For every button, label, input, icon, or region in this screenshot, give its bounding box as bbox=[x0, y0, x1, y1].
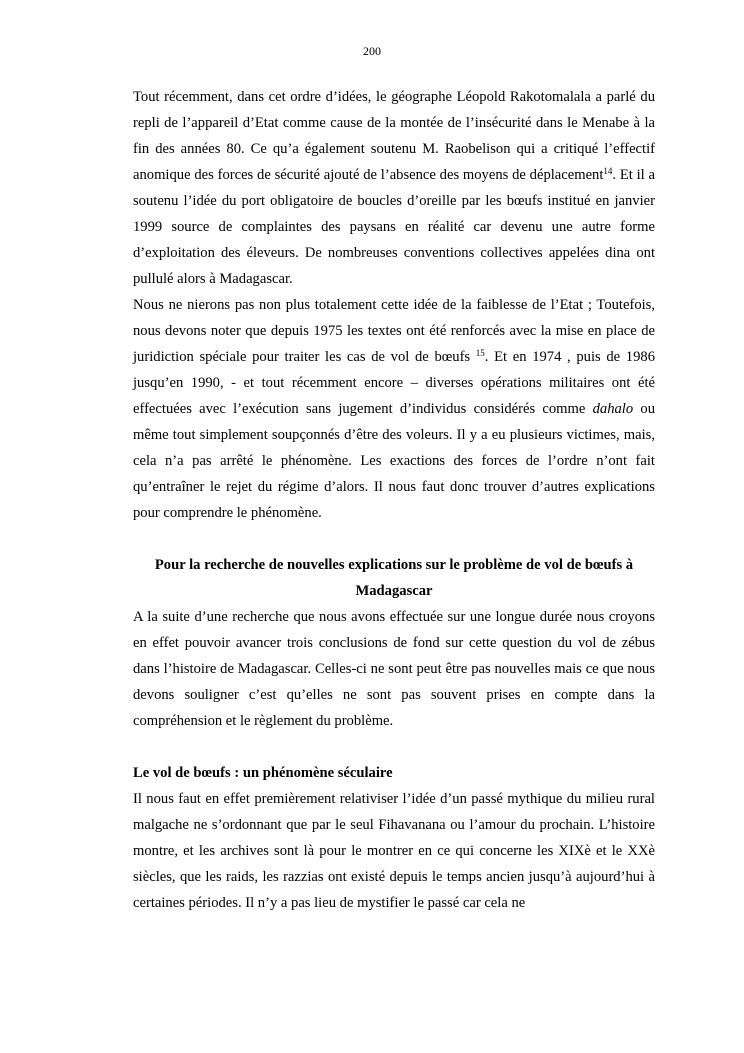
paragraph-text: Nous ne nierons pas non plus totalement cette idée de la faiblesse de l’Etat ; Toutefois, nous devons noter que depuis 1975 les textes ont été renforcés avec la mise en place de juridiction spéciale pour traiter les cas de vol de bœufs bbox=[133, 297, 655, 365]
section-heading: Pour la recherche de nouvelles explications sur le problème de vol de bœufs à Madagascar bbox=[154, 557, 634, 599]
page-number: 200 bbox=[363, 44, 381, 58]
paragraph-text: ou même tout simplement soupçonnés d’être des voleurs. Il y a eu plusieurs victimes, mais, cela n’a pas arrêté le phénomène. Les exactions des forces de l’ordre n’ont fait qu’entraîner le rejet du régime d’alors. Il nous faut donc trouver d’autres explications pour comprendre le phénomène. bbox=[133, 401, 655, 521]
paragraph-text: . Et il a soutenu l’idée du port obligatoire de boucles d’oreille par les bœufs institué en janvier 1999 source de complaintes des paysans en réalité car devenu une autre forme d’exploitation des éleveurs. De nombreuses conventions collectives appelées dina ont pullulé alors à Madagascar. bbox=[133, 167, 655, 287]
subsection-heading: Le vol de bœufs : un phénomène séculaire bbox=[133, 765, 393, 781]
document-body bbox=[133, 84, 655, 916]
paragraph-state-withdrawal bbox=[133, 84, 655, 292]
paragraph-text: . Et en 1974 , puis de 1986 jusqu’en 1990, - et tout récemment encore – diverses opérations militaires ont été effectuées avec l’exécution sans jugement d’individus considérés comme bbox=[133, 349, 655, 417]
footnote-ref-15[interactable]: 15 bbox=[475, 348, 485, 358]
paragraph-state-weakness bbox=[133, 292, 655, 526]
spacer bbox=[133, 734, 655, 760]
spacer bbox=[133, 526, 655, 552]
section-intro-paragraph: A la suite d’une recherche que nous avons effectuée sur une longue durée nous croyons en effet pouvoir avancer trois conclusions de fond sur cette question du vol de zébus dans l’histoire de Madagascar. Celles-ci ne sont peut être pas nouvelles mais ce que nous devons souligner c’est qu’elles ne sont pas souvent prises en compte dans la compréhension et le règlement du problème. bbox=[133, 609, 655, 729]
italic-term-dahalo: dahalo bbox=[592, 401, 634, 417]
subsection-paragraph: Il nous faut en effet premièrement relativiser l’idée d’un passé mythique du milieu rural malgache ne s’ordonnant que par le seul Fihavanana ou l’amour du prochain. L’histoire montre, et les archives sont là pour le montrer en ce qui concerne les XIXè et le XXè siècles, que les raids, les razzias ont existé depuis le temps ancien jusqu’à aujourd’hui à certaines périodes. Il n’y a pas lieu de mystifier le passé car cela ne bbox=[133, 791, 655, 911]
paragraph-text: Tout récemment, dans cet ordre d’idées, le géographe Léopold Rakotomalala a parlé du repli de l’appareil d’Etat comme cause de la montée de l’insécurité dans le Menabe à la fin des années 80. Ce qu’a également soutenu M. Raobelison qui a critiqué l’effectif anomique des forces de sécurité ajouté de l’absence des moyens de déplacement bbox=[133, 89, 655, 183]
footnote-ref-14[interactable]: 14 bbox=[603, 166, 613, 176]
